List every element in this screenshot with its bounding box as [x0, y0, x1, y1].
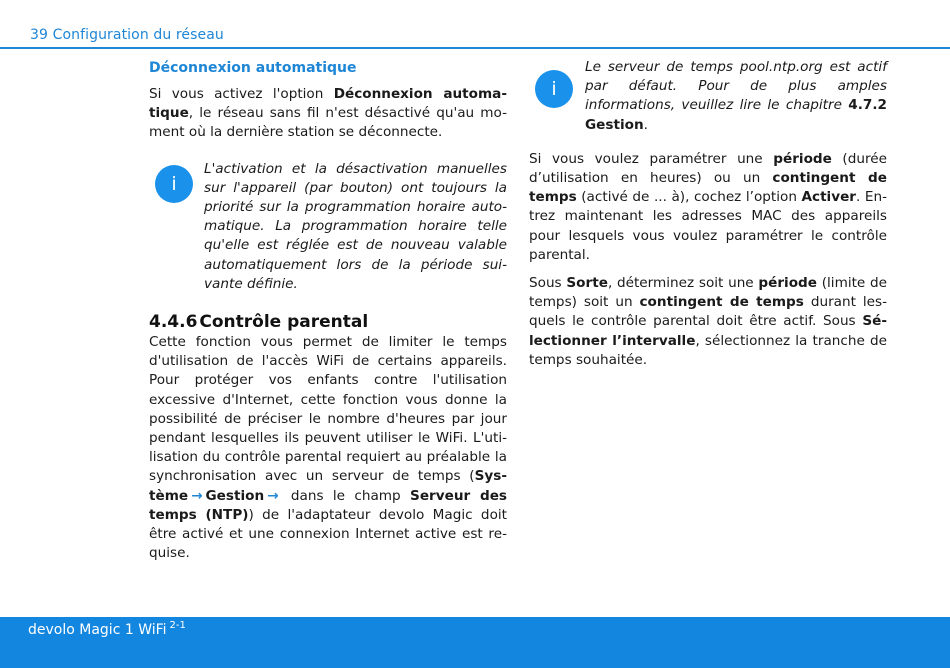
footer-product — [28, 622, 186, 638]
bold-term: période — [758, 275, 818, 292]
info-icon: i — [535, 70, 573, 108]
section-title: Contrôle parental — [199, 312, 369, 333]
info-icon: i — [155, 165, 193, 203]
bold-term: Sé-lectionner l’intervalle — [529, 313, 887, 349]
section-number: 4.4.6 — [149, 312, 198, 333]
info-note-ntp-server — [529, 58, 887, 135]
text: . En-trez maintenant les adresses MAC des appareils pour lesquels vous voulez paramétrer le contrôle parental. — [529, 189, 887, 263]
text: , sélectionnez la tranche de temps souhaitée. — [529, 332, 887, 368]
text: , le réseau sans fil n'est désactivé qu'au mo-ment où la dernière station se déconnecte. — [149, 105, 507, 141]
text: Si vous voulez paramétrer une — [529, 150, 774, 167]
text: . — [643, 116, 648, 133]
bold-option-name: Activer — [801, 189, 857, 206]
page-header — [0, 0, 950, 50]
bold-option-name: Déconnexion automa-tique — [149, 86, 508, 122]
text: Le serveur de temps pool.ntp.org est actif par défaut. Pour de plus amples informations, veuillez lire le chapitre — [585, 59, 887, 114]
text: ) de l'adaptateur devolo Magic doit être activé et une connexion Internet active est re-quise. — [149, 506, 507, 562]
product-version: 2-1 — [169, 620, 186, 631]
bold-term: Sorte — [566, 275, 608, 292]
chapter-reference: 4.7.2 Gestion — [585, 97, 887, 133]
text: (durée d’utilisation en heures) ou un — [529, 150, 887, 187]
left-column — [149, 58, 507, 563]
text: , déterminez soit une — [607, 275, 759, 292]
bold-menu-management: Gestion — [205, 487, 265, 504]
info-note-manual-activation — [149, 160, 507, 294]
info-note-text: L'activation et la désactivation manuelles sur l'appareil (par bouton) ont toujours la priorité sur la programmation horaire auto-matique. La programmation horaire telle qu'elle est réglée est de nouveau valable automatiquement lors de la période sui-vante définie. — [204, 160, 507, 292]
text: durant les-quels le contrôle parental doit être actif. Sous — [529, 294, 887, 330]
paragraph-parental-control — [149, 333, 507, 563]
bold-term: contingent de temps — [529, 170, 887, 206]
text: (activé de ... à), cochez l’option — [576, 189, 802, 206]
right-column — [529, 58, 887, 370]
subheading-auto-disconnect: Déconnexion automatique — [149, 60, 357, 76]
paragraph-auto-disconnect — [149, 85, 507, 143]
arrow-right-icon: → — [191, 487, 203, 504]
paragraph-period-quota — [529, 150, 887, 265]
bold-term: contingent de temps — [639, 294, 804, 311]
paragraph-sort-interval — [529, 274, 887, 370]
text: Cette fonction vous permet de limiter le temps d'utilisation de l'accès WiFi de certains appareils. Pour protéger vos enfants contre l'utilisation excessive d'Internet, cette fonction vous donne la possibilité de préciser le nombre d'heures par jour pendant lesquelles ils peuvent utiliser le WiFi. L'uti-lisation du contrôle parental requiert au préalable la synchronisation avec un serveur de temps ( — [149, 334, 507, 485]
page-footer — [0, 617, 950, 668]
text: Si vous activez l'option — [149, 86, 334, 102]
header-rule — [0, 47, 950, 49]
text: Sous — [529, 275, 567, 292]
bold-term: période — [773, 150, 832, 167]
page-header-title: 39 Configuration du réseau — [30, 27, 224, 43]
bold-menu-system: Sys-tème — [149, 468, 507, 504]
bold-field-ntp: Serveur des temps (NTP) — [149, 487, 508, 523]
info-note-text — [585, 58, 887, 135]
text: (limite de temps) soit un — [529, 275, 888, 311]
product-name: devolo Magic 1 WiFi — [28, 622, 167, 638]
section-heading-parental-control — [149, 311, 507, 333]
text: dans le champ — [281, 487, 411, 504]
arrow-right-icon: → — [267, 487, 279, 504]
